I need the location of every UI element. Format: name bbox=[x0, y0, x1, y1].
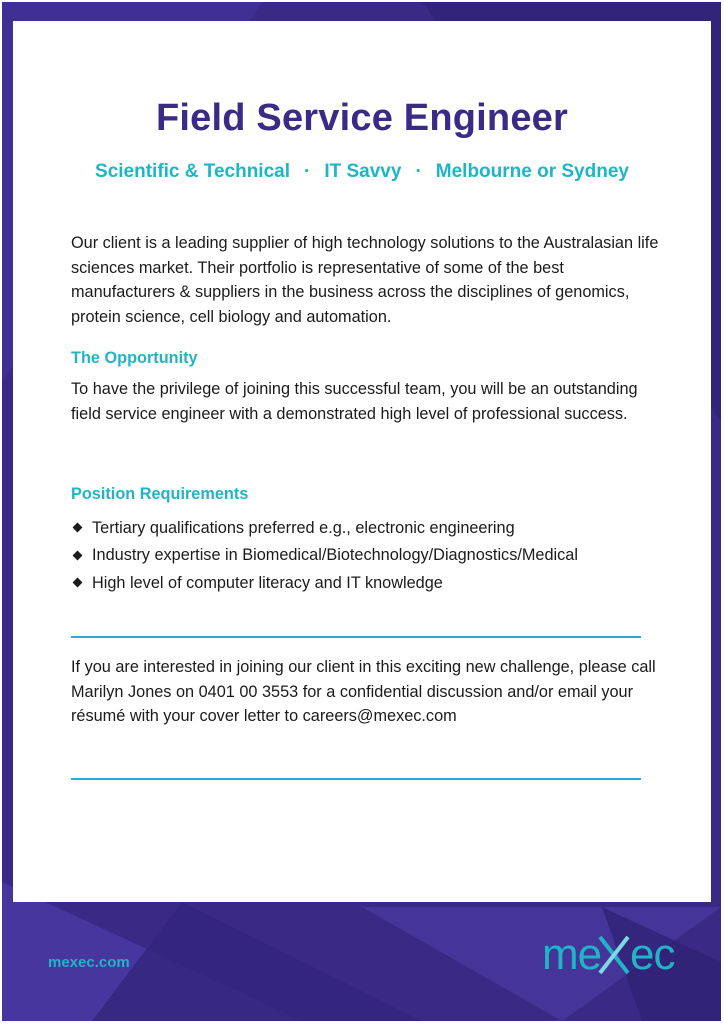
contact-paragraph: If you are interested in joining our client in this exciting new challenge, please call Marilyn Jones on 0401 00 3553 for a confidential discussion and/or email your résumé with your cover letter to careers@mexec.com bbox=[71, 658, 656, 725]
requirements-list bbox=[71, 514, 671, 597]
tag-skill: IT Savvy bbox=[324, 161, 402, 182]
svg-text:me: me bbox=[542, 930, 602, 979]
requirement-text: Tertiary qualifications preferred e.g., electronic engineering bbox=[92, 518, 515, 537]
job-tags bbox=[13, 161, 711, 183]
intro-paragraph: Our client is a leading supplier of high technology solutions to the Australasian life sciences market. Their portfolio is representative of some of the best manufacturers & suppliers in the business across the disciplines of genomics, protein science, cell biology and automation. bbox=[71, 234, 659, 326]
page-title: Field Service Engineer bbox=[155, 97, 568, 139]
list-item bbox=[71, 514, 671, 542]
requirements-heading: Position Requirements bbox=[71, 485, 249, 503]
divider-bottom bbox=[71, 778, 641, 780]
tag-category: Scientific & Technical bbox=[95, 161, 290, 182]
mexec-logo bbox=[542, 927, 682, 979]
requirement-text: High level of computer literacy and IT knowledge bbox=[92, 573, 443, 592]
job-ad-card bbox=[13, 21, 711, 902]
tag-separator: · bbox=[415, 161, 422, 182]
requirement-text: Industry expertise in Biomedical/Biotechnology/Diagnostics/Medical bbox=[92, 546, 578, 564]
diamond-bullet-icon bbox=[73, 578, 83, 588]
list-item bbox=[71, 569, 671, 597]
diamond-bullet-icon bbox=[73, 523, 83, 533]
list-item bbox=[71, 542, 671, 570]
tag-separator: · bbox=[304, 161, 311, 182]
opportunity-heading: The Opportunity bbox=[71, 349, 198, 367]
page-frame bbox=[2, 2, 721, 1021]
svg-text:ec: ec bbox=[630, 930, 675, 979]
footer-website-link[interactable]: mexec.com bbox=[48, 954, 130, 971]
tag-location: Melbourne or Sydney bbox=[435, 161, 629, 182]
diamond-bullet-icon bbox=[73, 550, 83, 560]
divider-top bbox=[71, 636, 641, 638]
opportunity-paragraph: To have the privilege of joining this successful team, you will be an outstanding field service engineer with a demonstrated high level of professional success. bbox=[71, 380, 638, 423]
